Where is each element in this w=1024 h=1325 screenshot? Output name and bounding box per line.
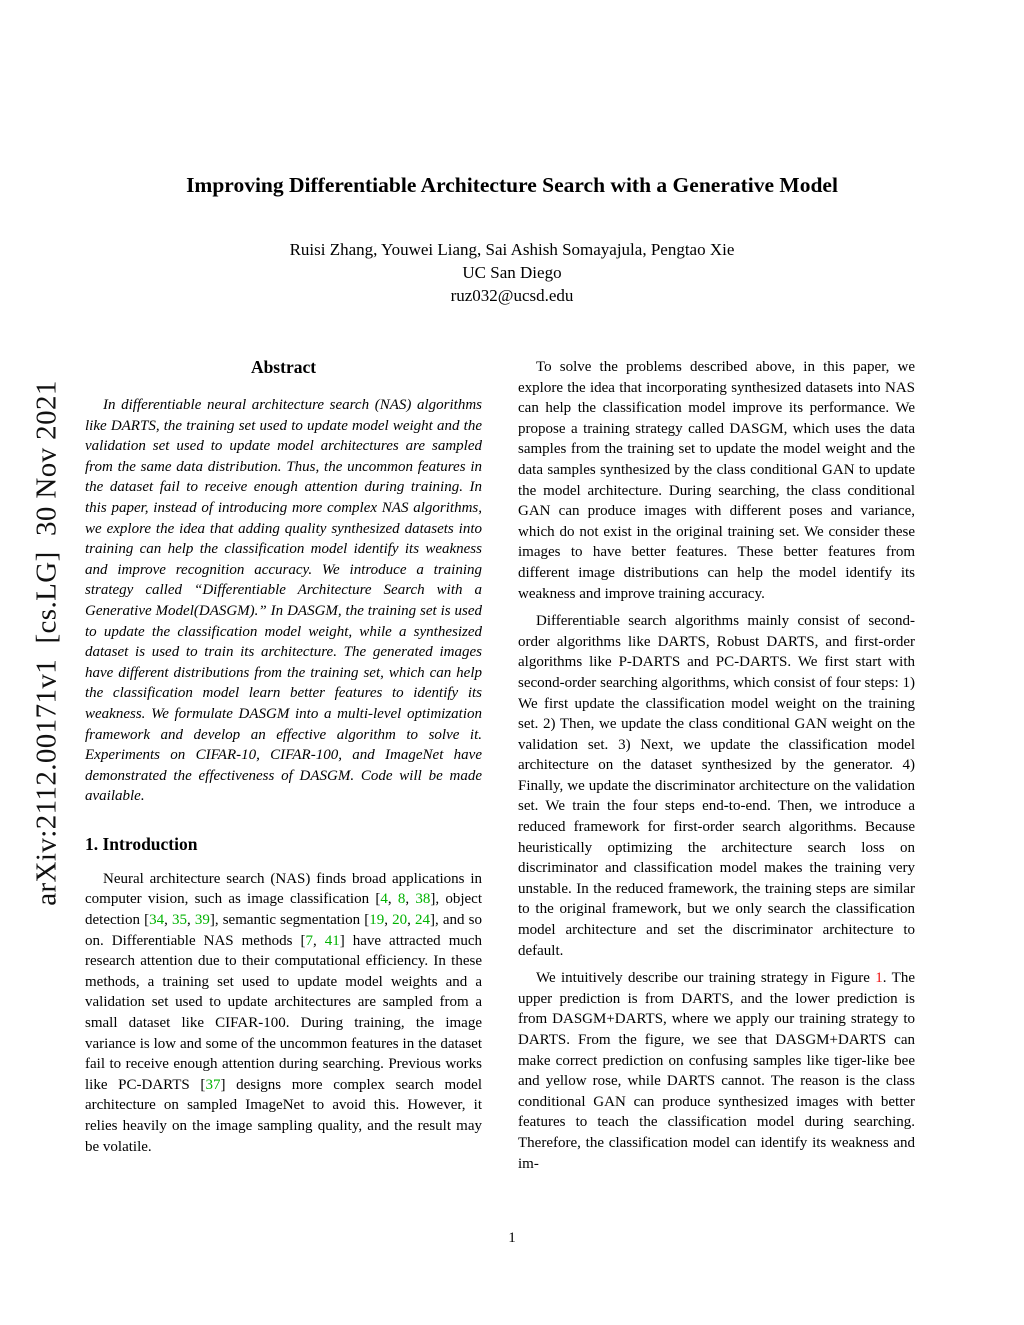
text-segment: . The upper prediction is from DARTS, and the lower prediction is from DASGM+DARTS, where we apply our training strategy to DARTS. From the figure, we see that DASGM+DARTS can make correct prediction on confusing samples like tiger-like bee and yellow rose, while DARTS cannot. The reason is the class conditional GAN can produce synthesized images with better features to teach the classification model during searching. Therefore, the classification model can identify its weakness and im- bbox=[518, 970, 915, 1172]
contact-email: ruz032@ucsd.edu bbox=[450, 286, 574, 305]
text-segment: ] designs more complex search model architecture on sampled ImageNet to avoid this. However, it relies heavily on the image sampling quality, and the result may be volatile. bbox=[85, 1076, 483, 1155]
citation-link[interactable]: 20 bbox=[392, 912, 408, 929]
text-segment: , bbox=[186, 912, 195, 929]
text-segment: , bbox=[407, 912, 415, 929]
text-segment: , bbox=[384, 912, 393, 929]
abstract-heading: Abstract bbox=[250, 357, 317, 377]
text-segment: , bbox=[387, 891, 398, 908]
text-segment: ], object detection [ bbox=[85, 891, 482, 929]
two-column-body bbox=[85, 357, 939, 1174]
paragraph-figure-description bbox=[518, 968, 915, 1174]
figure-reference-link[interactable]: 1 bbox=[875, 970, 883, 987]
text-segment: , bbox=[312, 932, 325, 949]
citation-link[interactable]: 35 bbox=[171, 912, 187, 929]
paper-header bbox=[0, 0, 1024, 307]
left-column bbox=[85, 357, 482, 1174]
citation-link[interactable]: 37 bbox=[205, 1076, 221, 1093]
text-segment: ] have attracted much research attention due to their computational efficiency. In these methods, a training set used to update model weights and a validation set used to update architectures are sampled from a small dataset like CIFAR-100. During training, the image variance is low and some of the uncommon features in the dataset fail to receive enough attention during searching. Previous works like PC-DARTS [ bbox=[85, 932, 483, 1093]
citation-link[interactable]: 19 bbox=[369, 912, 385, 929]
citation-link[interactable]: 7 bbox=[305, 932, 313, 949]
paper-title: Improving Differentiable Architecture Search with a Generative Model bbox=[186, 173, 838, 197]
paragraph-dasgm-overview: To solve the problems described above, in this paper, we explore the idea that incorporating synthesized datasets into NAS can help the classification model improve its performance. We propose a training strategy called DASGM, which uses the data samples from the training set to update the model weight and the data samples synthesized by the class conditional GAN to update the model architecture. During searching, the class conditional GAN can produce images with different poses and variance, which do not exist in the original training set. We consider these images to have better features. These better features from different image distributions can help the model identify its weakness and improve training accuracy. bbox=[518, 359, 915, 602]
text-segment: We intuitively describe our training strategy in Figure bbox=[536, 970, 876, 987]
citation-link[interactable]: 38 bbox=[415, 891, 431, 908]
text-segment: , bbox=[164, 912, 172, 929]
text-segment: ], semantic segmentation [ bbox=[209, 912, 370, 929]
intro-paragraph-1 bbox=[85, 869, 482, 1157]
page-number: 1 bbox=[508, 1230, 516, 1246]
citation-link[interactable]: 39 bbox=[194, 912, 210, 929]
abstract-text: In differentiable neural architecture search (NAS) algorithms like DARTS, the training set used to update model weight and the validation set used to update model architectures are sampled from the same data distribution. Thus, the uncommon features in the dataset fail to receive enough attention during training. In this paper, instead of introducing more complex NAS algorithms, we explore the idea that adding quality synthesized datasets into training can help the classification model identify its weakness and improve recognition accuracy. We introduce a training strategy called “Differentiable Architecture Search with a Generative Model(DASGM).” In DASGM, the training set is used to update the classification model weight, while a synthesized dataset is used to train its architecture. The generated images have different distributions from the training set, which can help the classification model learn better features to identify its weakness. We formulate DASGM into a multi-level optimization framework and develop an effective algorithm to solve it. Experiments on CIFAR-10, CIFAR-100, and ImageNet have demonstrated the effectiveness of DASGM. Code will be made available. bbox=[85, 397, 482, 805]
citation-link[interactable]: 8 bbox=[397, 891, 406, 908]
citation-link[interactable]: 41 bbox=[324, 932, 340, 949]
text-segment: , bbox=[405, 891, 416, 908]
page-footer bbox=[0, 1230, 1024, 1247]
section-heading-introduction: 1. Introduction bbox=[85, 833, 198, 854]
text-segment: ], and so on. Differentiable NAS methods [ bbox=[85, 912, 482, 949]
arxiv-watermark: arXiv:2112.00171v1 [cs.LG] 30 Nov 2021 bbox=[30, 380, 63, 906]
citation-link[interactable]: 34 bbox=[149, 912, 165, 929]
citation-link[interactable]: 4 bbox=[380, 891, 388, 908]
affiliation: UC San Diego bbox=[462, 263, 562, 282]
citation-link[interactable]: 24 bbox=[415, 912, 430, 929]
paragraph-search-algorithm-steps: Differentiable search algorithms mainly consist of second-order algorithms like DARTS, Robust DARTS, and first-order algorithms like P-DARTS and PC-DARTS. We first start with second-order searching algorithms, which consist of four steps: 1) We first update the classification model weight on the training set. 2) Then, we update the class conditional GAN weight on the validation set. 3) Next, we update the classification model architecture on the dataset synthesized by the generator. 4) Finally, we update the discriminator architecture on the validation set. We train the four steps end-to-end. Then, we introduce a reduced framework for first-order search algorithms. Because heuristically optimizing the architecture search loss on discriminator and classification model makes the training very unstable. In the reduced framework, the training steps are similar to the original framework, but we only search the classification model architecture and set the discriminator architecture to default. bbox=[518, 613, 915, 959]
author-list: Ruisi Zhang, Youwei Liang, Sai Ashish Somayajula, Pengtao Xie bbox=[289, 240, 735, 259]
right-column bbox=[518, 357, 915, 1174]
text-segment: Neural architecture search (NAS) finds broad applications in computer vision, such as image classification [ bbox=[85, 870, 482, 908]
